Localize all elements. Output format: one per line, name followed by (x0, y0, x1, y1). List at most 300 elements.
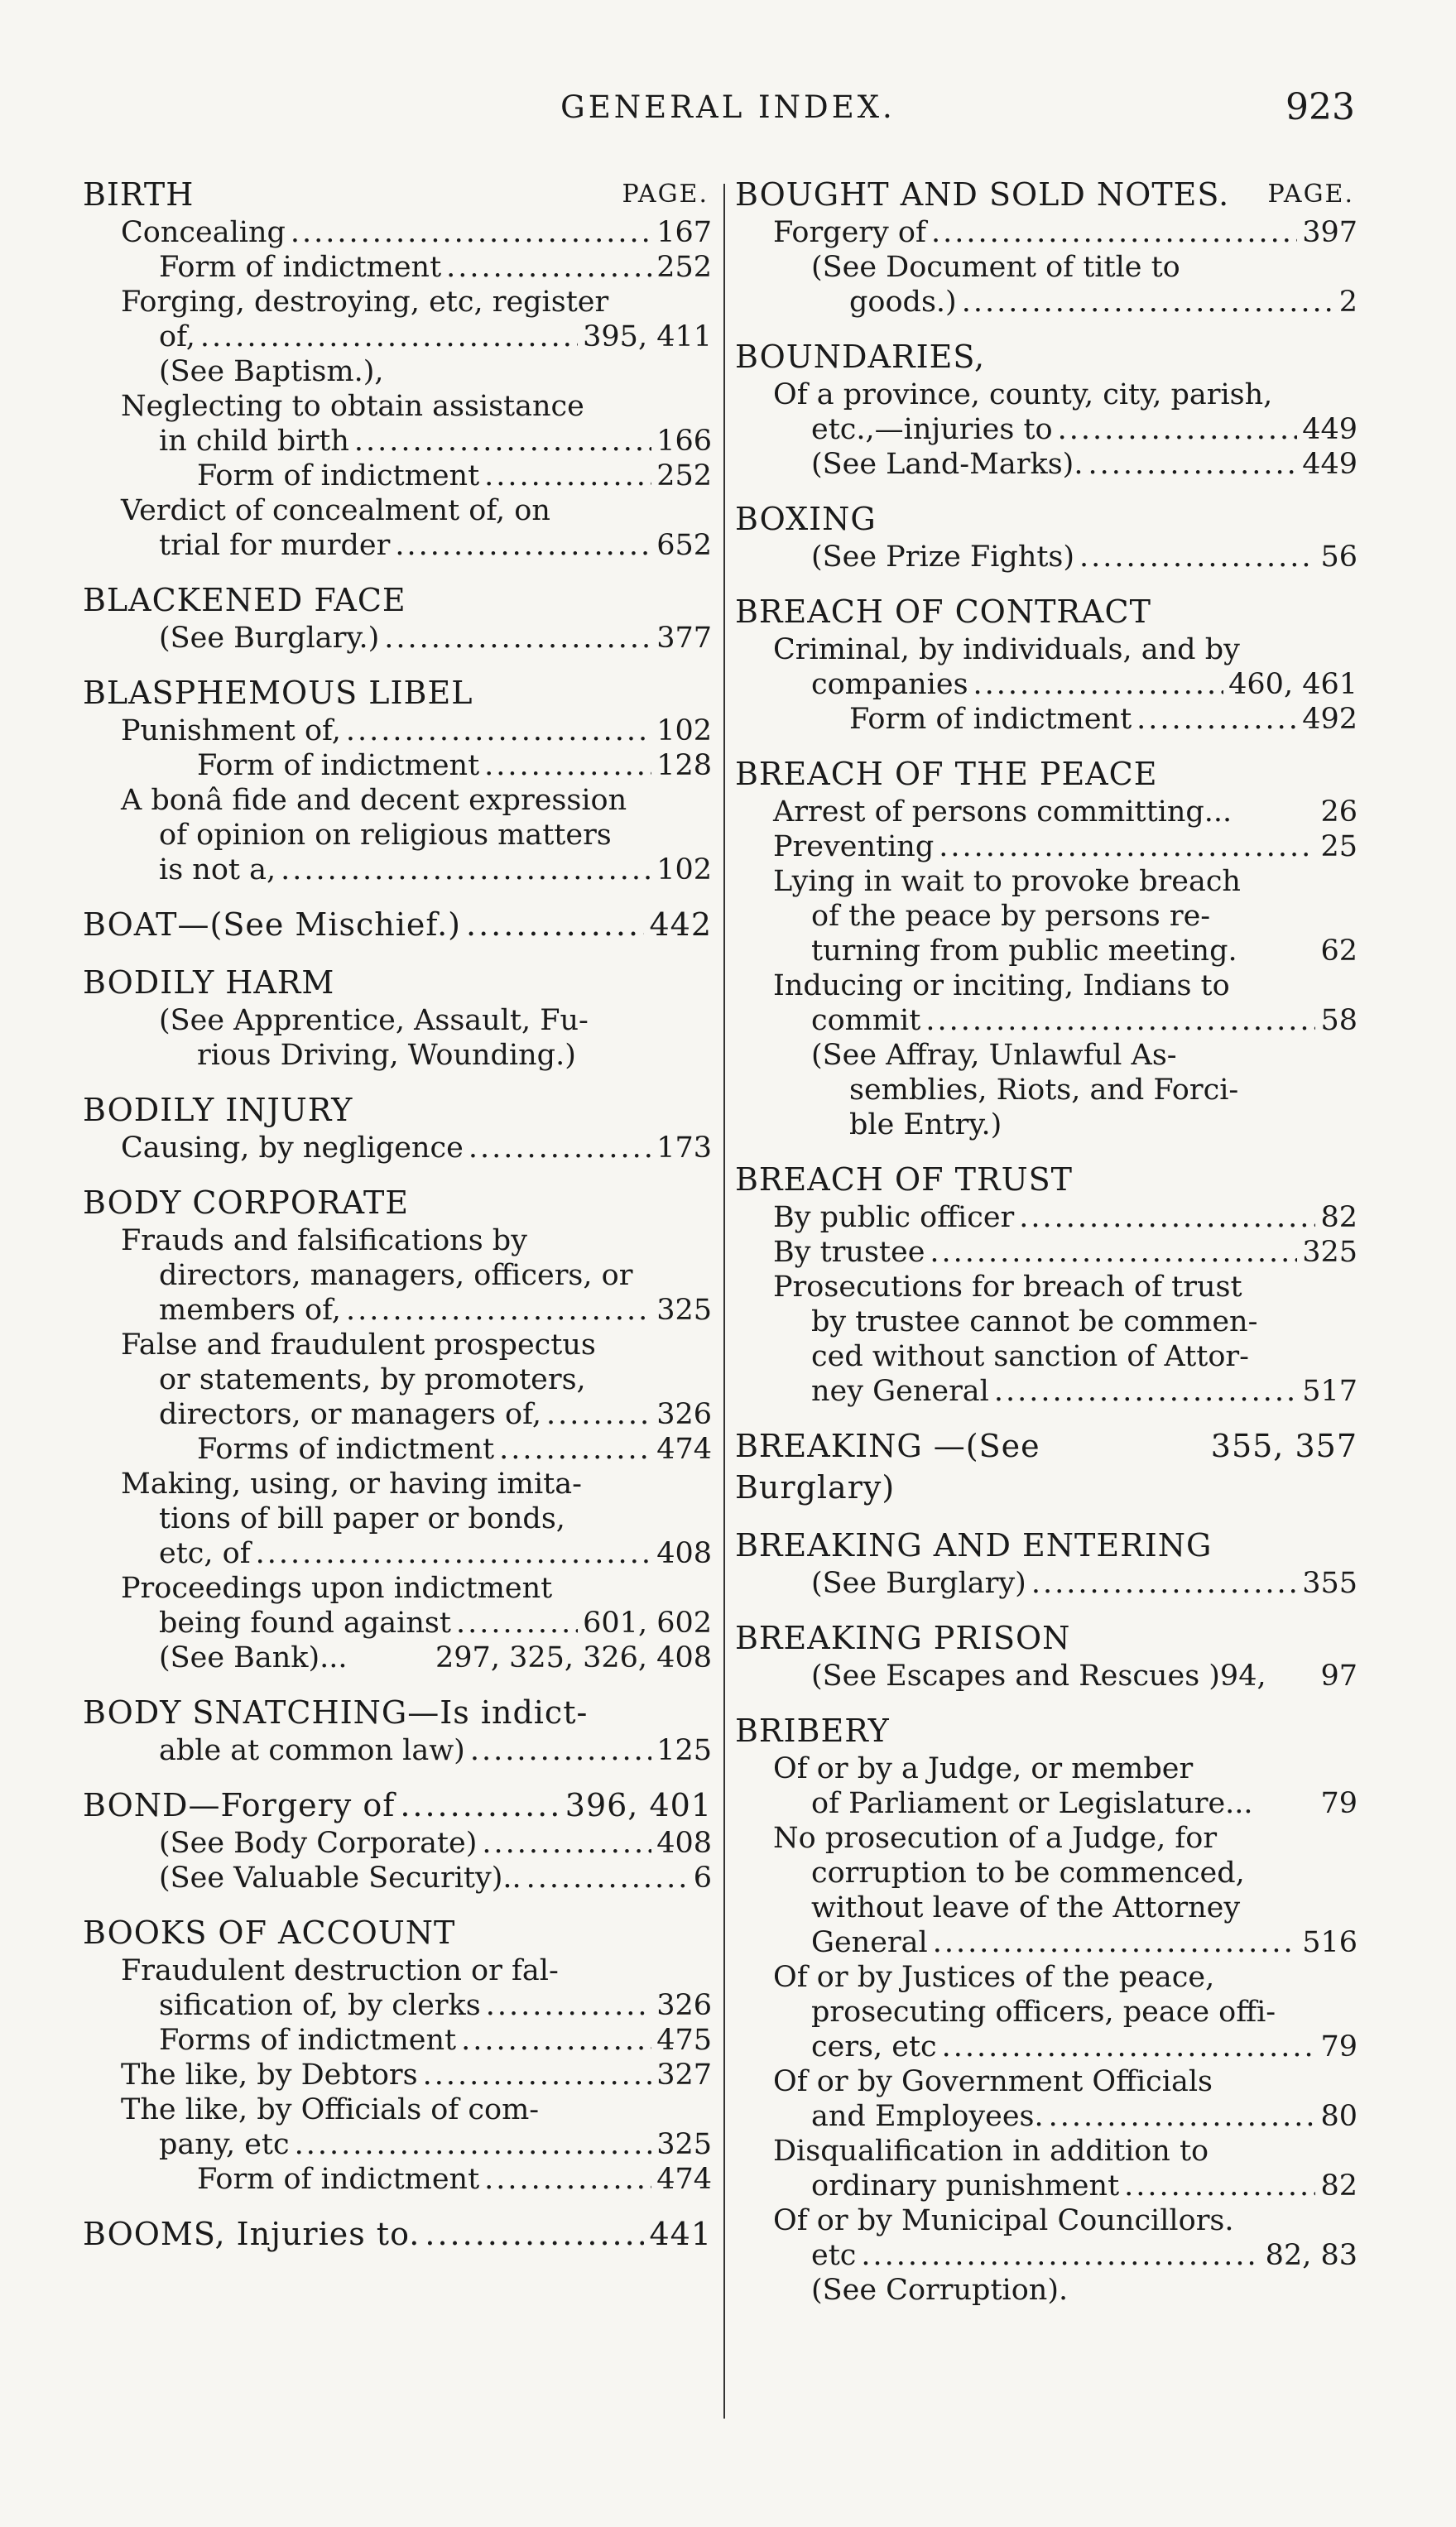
column-divider (723, 184, 725, 2419)
index-line (735, 1659, 1357, 1693)
leader-dots (484, 459, 651, 493)
entry-heading (735, 1617, 1357, 1659)
index-line (83, 1038, 712, 1073)
index-line (83, 1328, 712, 1362)
index-line-text: ney General (811, 1375, 989, 1408)
index-entry (83, 904, 712, 945)
index-line-text: Of or by Municipal Councillors. (773, 2204, 1234, 2237)
index-entry (83, 672, 712, 887)
index-page-ref: 6 (693, 1862, 712, 1895)
index-page-ref: 82 (1320, 2169, 1357, 2203)
index-line-text: Criminal, by individuals, and by (773, 633, 1240, 666)
index-line-text: trial for murder (159, 529, 391, 562)
leader-dots (1058, 412, 1298, 447)
index-line (735, 2273, 1357, 2308)
leader-dots (546, 1397, 651, 1432)
index-line-text: Making, using, or having imita- (121, 1468, 582, 1501)
index-line-text: Of a province, county, city, parish, (773, 378, 1273, 411)
index-line-text: able at common law) (159, 1734, 465, 1767)
index-line (735, 2238, 1357, 2273)
entry-heading-text: BOUGHT AND SOLD NOTES. (735, 176, 1230, 213)
index-page-ref: 166 (656, 425, 712, 458)
leader-dots (461, 2023, 651, 2058)
index-line (735, 1339, 1357, 1374)
entry-heading-text: BREAKING PRISON (735, 1620, 1071, 1656)
index-line (735, 702, 1357, 737)
index-page-ref: 82 (1320, 1201, 1357, 1234)
index-line (735, 1374, 1357, 1409)
index-line (83, 1501, 712, 1536)
index-line (735, 2064, 1357, 2099)
index-page-ref: 128 (656, 749, 712, 782)
index-line (83, 2023, 712, 2058)
index-line (735, 1856, 1357, 1890)
index-line-text: etc.,—injuries to (811, 413, 1053, 446)
leader-dots (200, 319, 578, 354)
entry-heading (83, 579, 712, 621)
index-line (735, 1925, 1357, 1960)
index-line-text: (See Land-Marks). (811, 448, 1084, 481)
index-page-ref: 408 (656, 1537, 712, 1570)
index-line-text: (See Baptism.), (159, 355, 384, 388)
entry-heading-text: BLASPHEMOUS LIBEL (83, 675, 473, 711)
page-column-label: PAGE. (622, 180, 709, 209)
leader-dots (469, 1131, 651, 1165)
entry-heading-text: BODY SNATCHING—Is indict- (83, 1694, 589, 1731)
index-page-ref: 517 (1302, 1375, 1357, 1408)
leader-dots (942, 2030, 1316, 2064)
index-line-text: Forgery of (773, 216, 926, 249)
leader-dots (1136, 702, 1297, 737)
index-line (83, 1467, 712, 1501)
leader-dots (354, 424, 651, 459)
index-page-ref: 102 (656, 853, 712, 886)
index-line-text: of, (159, 320, 195, 353)
index-page-ref: 79 (1320, 1787, 1357, 1820)
index-line-text: Forging, destroying, etc, register (121, 286, 609, 319)
index-line (735, 2169, 1357, 2203)
index-line (735, 540, 1357, 574)
index-entry (735, 174, 1357, 319)
index-line (83, 1861, 712, 1895)
index-page-ref: 79 (1320, 2030, 1357, 2063)
index-line (735, 2099, 1357, 2134)
entry-heading (735, 174, 1357, 215)
index-line-text: General (811, 1926, 928, 1959)
index-line-text: Fraudulent destruction or fal- (121, 1954, 559, 1987)
index-page-ref: 297, 325, 326, 408 (435, 1641, 712, 1674)
index-line (735, 1566, 1357, 1601)
index-page-ref: 167 (656, 216, 712, 249)
index-page-ref: 25 (1320, 830, 1357, 863)
index-line (735, 377, 1357, 412)
index-line-text: False and fraudulent prospectus (121, 1328, 596, 1362)
index-line-text: Of or by a Judge, or member (773, 1752, 1194, 1785)
leader-dots (486, 1988, 651, 2023)
index-page-ref: 408 (656, 1827, 712, 1860)
index-line-text: of opinion on religious matters (159, 819, 612, 852)
index-line (83, 215, 712, 250)
index-line (83, 2092, 712, 2127)
index-line-text: (See Escapes and Rescues )94, (811, 1660, 1266, 1693)
entry-heading-text: BOXING (735, 501, 877, 537)
index-page-ref: 325 (656, 2128, 712, 2161)
index-page-ref: 252 (656, 251, 712, 284)
entry-heading-text: BOAT—(See Mischief.) (83, 906, 461, 943)
index-entry (735, 1617, 1357, 1693)
index-line-text: is not a, (159, 853, 276, 886)
index-line-text: A bonâ fide and decent expression (121, 784, 627, 817)
entry-heading-text: BREACH OF THE PEACE (735, 756, 1158, 792)
entry-heading-text: BOOKS OF ACCOUNT (83, 1914, 456, 1951)
leader-dots (423, 2058, 652, 2092)
index-entry (735, 1425, 1357, 1508)
index-line (735, 1751, 1357, 1786)
index-entry (735, 498, 1357, 574)
index-line-text: The like, by Officials of com- (121, 2093, 540, 2126)
index-page-ref: 325 (656, 1294, 712, 1327)
index-entry (735, 591, 1357, 737)
index-line-text: (See Body Corporate) (159, 1827, 478, 1860)
leader-dots (861, 2238, 1260, 2273)
index-line-text: Form of indictment (159, 251, 442, 284)
index-line (735, 1995, 1357, 2030)
index-line (735, 968, 1357, 1003)
index-line-text: (See Document of title to (811, 251, 1180, 284)
index-line-text: By public officer (773, 1201, 1015, 1234)
index-line (83, 621, 712, 656)
leader-dots (526, 1861, 689, 1895)
leader-dots (400, 1785, 560, 1826)
index-page-ref: 325 (1302, 1236, 1357, 1269)
index-line-text: (See Affray, Unlawful As- (811, 1039, 1177, 1072)
entry-heading (83, 672, 712, 713)
index-line (735, 1821, 1357, 1856)
entry-heading-text: BREACH OF TRUST (735, 1161, 1073, 1198)
index-line-text: Frauds and falsifications by (121, 1224, 527, 1257)
index-page-ref: 58 (1320, 1004, 1357, 1037)
index-page-ref: 326 (656, 1398, 712, 1431)
index-line-text: commit (811, 1004, 921, 1037)
index-line-text: Form of indictment (197, 2163, 480, 2196)
index-line-text: in child birth (159, 425, 349, 458)
index-line-text: Form of indictment (197, 749, 480, 782)
leader-dots (346, 713, 651, 748)
index-line-text: Of or by Justices of the peace, (773, 1961, 1215, 1994)
index-entry (735, 753, 1357, 1142)
index-line-text: Form of indictment (849, 703, 1132, 736)
entry-heading (735, 1425, 1357, 1508)
index-page-ref: 97 (1320, 1660, 1357, 1693)
index-line (83, 2127, 712, 2162)
index-page-ref: 173 (656, 1131, 712, 1165)
index-page-ref: 395, 411 (583, 320, 712, 353)
index-line-text: Verdict of concealment of, on (121, 494, 550, 527)
index-line (83, 1362, 712, 1397)
index-entry (735, 1159, 1357, 1409)
index-line-text: Form of indictment (197, 459, 480, 492)
index-page-ref: 355 (1302, 1567, 1357, 1600)
entry-page-ref: 442 (649, 906, 712, 943)
index-page-ref: 327 (656, 2059, 712, 2092)
leader-dots (933, 1925, 1297, 1960)
index-page-ref: 26 (1320, 795, 1357, 829)
index-page-ref: 449 (1302, 413, 1357, 446)
index-line (83, 713, 712, 748)
index-line (83, 2058, 712, 2092)
entry-heading (735, 336, 1357, 377)
index-entry (735, 336, 1357, 482)
index-line (735, 1304, 1357, 1339)
entry-page-ref: 355, 357 (1210, 1428, 1357, 1464)
index-page-ref: 125 (656, 1734, 712, 1767)
index-entry (735, 1525, 1357, 1601)
leader-dots (346, 1293, 651, 1328)
index-line-text: Forms of indictment (197, 1433, 495, 1466)
index-line (83, 1293, 712, 1328)
index-page-ref: 475 (656, 2024, 712, 2057)
index-line-text: prosecuting officers, peace offi- (811, 1996, 1276, 2029)
index-page-ref: 82, 83 (1265, 2239, 1357, 2272)
index-line-text: (See Bank)... (159, 1641, 348, 1674)
index-line (83, 389, 712, 424)
index-line-text: (See Burglary) (811, 1567, 1026, 1600)
entry-heading (83, 1912, 712, 1953)
leader-dots (256, 1536, 652, 1571)
leader-dots (994, 1374, 1297, 1409)
leader-dots (499, 1432, 651, 1467)
index-line-text: (See Valuable Security).. (159, 1862, 521, 1895)
index-line-text: directors, managers, officers, or (159, 1259, 633, 1292)
index-line-text: sification of, by clerks (159, 1989, 481, 2022)
index-line (83, 853, 712, 887)
index-page-ref: 460, 461 (1228, 668, 1357, 701)
leader-dots (973, 667, 1224, 702)
index-page-ref: 601, 602 (583, 1607, 712, 1640)
index-line (735, 864, 1357, 899)
entry-heading (735, 1159, 1357, 1200)
index-line (83, 1223, 712, 1258)
leader-dots (291, 215, 651, 250)
running-title: GENERAL INDEX. (560, 89, 896, 125)
index-line (735, 829, 1357, 864)
index-line (735, 632, 1357, 667)
index-line-text: members of, (159, 1294, 341, 1327)
index-line (735, 285, 1357, 319)
page-column-label: PAGE. (1267, 180, 1354, 209)
entry-page-ref: 441 (649, 2216, 712, 2252)
index-line-text: Causing, by negligence (121, 1131, 464, 1165)
entry-heading (83, 174, 712, 215)
index-line-text: ordinary punishment (811, 2169, 1120, 2203)
index-line-text: ble Entry.) (849, 1108, 1002, 1141)
index-line (83, 354, 712, 389)
index-line (735, 1786, 1357, 1821)
index-line (83, 1606, 712, 1641)
index-line-text: Prosecutions for breach of trust (773, 1271, 1242, 1304)
entry-heading (83, 2213, 712, 2255)
leader-dots (1079, 540, 1315, 574)
index-page-ref: 492 (1302, 703, 1357, 736)
index-line (83, 285, 712, 319)
index-line-text: directors, or managers of, (159, 1398, 541, 1431)
index-page-ref: 62 (1320, 934, 1357, 968)
leader-dots (484, 2162, 651, 2197)
entry-heading-text: BLACKENED FACE (83, 582, 406, 618)
index-line (83, 2162, 712, 2197)
index-line-text: (See Prize Fights) (811, 540, 1075, 574)
page-header (0, 86, 1456, 139)
index-line-text: The like, by Debtors (121, 2059, 418, 2092)
index-line (735, 934, 1357, 968)
index-line-text: turning from public meeting. (811, 934, 1237, 968)
index-line (735, 1235, 1357, 1270)
index-line-text: and Employees. (811, 2100, 1044, 2133)
index-entry (83, 1785, 712, 1895)
index-page-ref: 474 (656, 2163, 712, 2196)
entry-heading-text: BREAKING —(See Burglary) (735, 1428, 1040, 1506)
index-line (735, 447, 1357, 482)
index-page-ref: 56 (1320, 540, 1357, 574)
entry-heading (83, 1785, 712, 1826)
index-entry (83, 2213, 712, 2255)
index-line-text: Inducing or inciting, Indians to (773, 969, 1230, 1002)
index-line-text: (See Corruption). (811, 2274, 1069, 2307)
entry-heading-text: BODILY INJURY (83, 1092, 353, 1128)
index-line (735, 667, 1357, 702)
index-line (83, 1641, 712, 1675)
index-line (83, 1571, 712, 1606)
index-line (83, 748, 712, 783)
index-line-text: Disqualification in addition to (773, 2135, 1209, 2168)
leader-dots (925, 1003, 1315, 1038)
index-line (83, 1988, 712, 2023)
index-line (83, 319, 712, 354)
index-line-text: corruption to be commenced, (811, 1857, 1245, 1890)
index-entry (83, 174, 712, 563)
index-line (83, 1003, 712, 1038)
index-line (83, 1131, 712, 1165)
index-line (83, 818, 712, 853)
index-line (83, 1432, 712, 1467)
index-line-text: Of or by Government Officials (773, 2065, 1213, 2098)
index-page-ref: 516 (1302, 1926, 1357, 1959)
index-line (83, 459, 712, 493)
entry-heading (735, 591, 1357, 632)
index-line-text: By trustee (773, 1236, 925, 1269)
index-line (735, 899, 1357, 934)
leader-dots (425, 2213, 644, 2255)
index-line-text: Arrest of persons committing... (773, 795, 1233, 829)
leader-dots (470, 1733, 651, 1768)
leader-dots (931, 215, 1297, 250)
entry-heading-text: BIRTH (83, 176, 195, 213)
index-line-text: No prosecution of a Judge, for (773, 1822, 1218, 1855)
index-page-ref: 474 (656, 1433, 712, 1466)
index-entry (83, 1182, 712, 1675)
entry-page-ref: 396, 401 (565, 1787, 712, 1823)
entry-heading (735, 1710, 1357, 1751)
leader-dots (484, 748, 651, 783)
index-line (735, 1073, 1357, 1107)
entry-heading-text: BODILY HARM (83, 964, 335, 1001)
leader-dots (1049, 2099, 1316, 2134)
entry-heading-text: BOUNDARIES, (735, 339, 986, 375)
entry-heading-text: BRIBERY (735, 1713, 890, 1749)
index-line-text: Preventing (773, 830, 935, 863)
index-line-text: Forms of indictment (159, 2024, 457, 2057)
index-line-text: Punishment of, (121, 714, 341, 747)
index-line (83, 424, 712, 459)
index-line (83, 250, 712, 285)
index-line-text: being found against (159, 1607, 451, 1640)
index-line (735, 2203, 1357, 2238)
index-page-ref: 449 (1302, 448, 1357, 481)
page-number: 923 (1285, 86, 1355, 128)
index-line (83, 1826, 712, 1861)
index-entry (83, 1089, 712, 1165)
index-entry (83, 1912, 712, 2197)
index-line (83, 1536, 712, 1571)
index-line (83, 493, 712, 528)
entry-heading-text: BOND—Forgery of (83, 1787, 396, 1823)
entry-heading (83, 1692, 712, 1733)
index-line-text: goods.) (849, 286, 957, 319)
index-page-ref: 377 (656, 622, 712, 655)
entry-heading (735, 498, 1357, 540)
index-line-text: Proceedings upon indictment (121, 1572, 553, 1605)
leader-dots (281, 853, 651, 887)
index-line (735, 1038, 1357, 1073)
index-line-text: etc, of (159, 1537, 251, 1570)
entry-heading (83, 1182, 712, 1223)
index-line-text: Concealing (121, 216, 286, 249)
leader-dots (939, 829, 1315, 864)
index-page-ref: 2 (1338, 286, 1357, 319)
index-line-text: or statements, by promoters, (159, 1363, 586, 1396)
index-line-text: semblies, Riots, and Forci- (849, 1074, 1239, 1107)
index-line-text: companies (811, 668, 968, 701)
index-entry (83, 579, 712, 656)
index-line (735, 250, 1357, 285)
index-line-text: without leave of the Attorney (811, 1891, 1241, 1924)
leader-dots (384, 621, 651, 656)
index-page-ref: 326 (656, 1989, 712, 2022)
leader-dots (1019, 1200, 1315, 1235)
index-line-text: (See Burglary.) (159, 622, 380, 655)
index-page-ref: 252 (656, 459, 712, 492)
index-column-right (735, 174, 1357, 2324)
index-entry (83, 1692, 712, 1768)
leader-dots (456, 1606, 578, 1641)
entry-heading-text: BREACH OF CONTRACT (735, 593, 1151, 630)
index-line (735, 1270, 1357, 1304)
entry-heading (735, 1525, 1357, 1566)
index-line (83, 528, 712, 563)
leader-dots (446, 250, 651, 285)
index-line-text: etc (811, 2239, 857, 2272)
index-line-text: cers, etc (811, 2030, 937, 2063)
index-line (83, 1733, 712, 1768)
leader-dots (482, 1826, 651, 1861)
index-line (83, 783, 712, 818)
index-line (83, 1397, 712, 1432)
index-line-text: rious Driving, Wounding.) (197, 1039, 576, 1072)
leader-dots (1124, 2169, 1315, 2203)
entry-heading-text: BODY CORPORATE (83, 1184, 410, 1221)
index-column-left (83, 174, 712, 2271)
leader-dots (930, 1235, 1297, 1270)
